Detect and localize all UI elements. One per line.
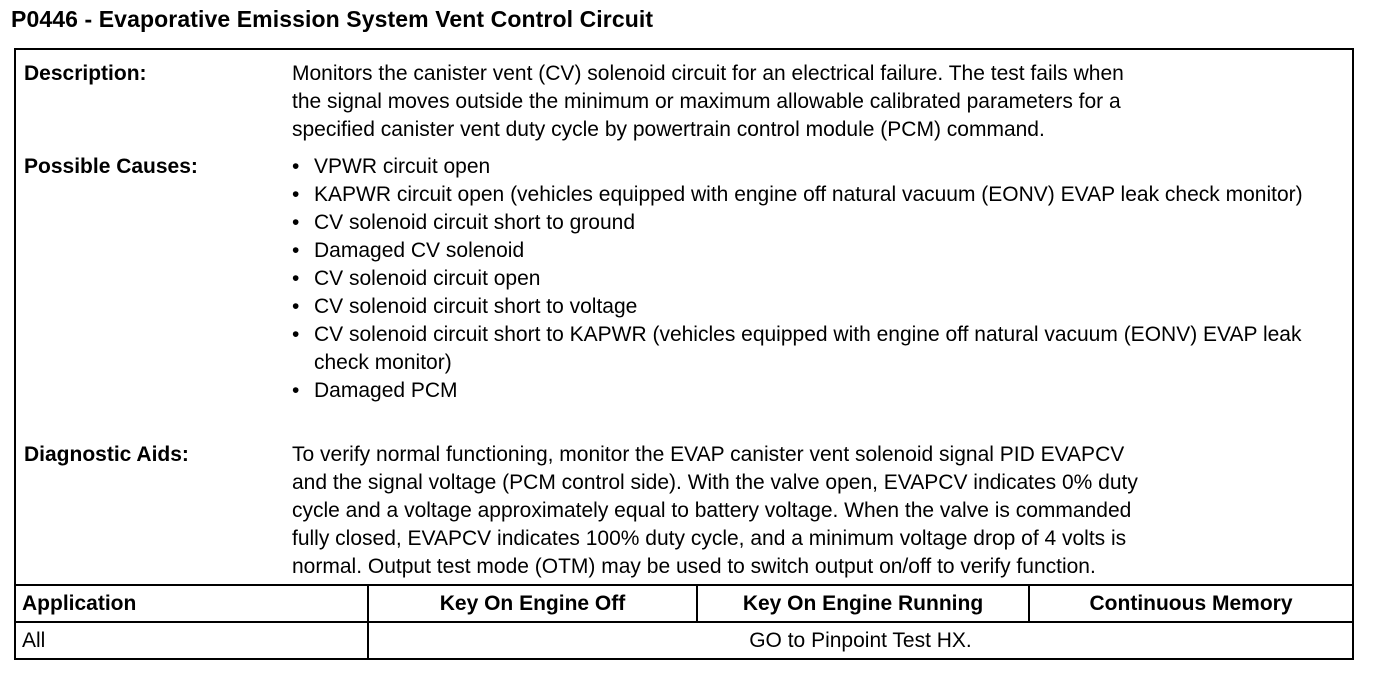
- diagnostic-aids-body: [292, 441, 1352, 581]
- header-key-on-engine-running: Key On Engine Running: [697, 585, 1029, 622]
- cell-action: GO to Pinpoint Test HX.: [368, 622, 1352, 659]
- header-key-on-engine-off: Key On Engine Off: [368, 585, 697, 622]
- diagnostic-aids-label: Diagnostic Aids:: [24, 443, 189, 466]
- cause-text: KAPWR circuit open (vehicles equipped with engine off natural vacuum (EONV) EVAP leak check monitor): [314, 183, 1303, 206]
- bullet-glyph: •: [292, 211, 300, 234]
- cause-text: CV solenoid circuit short to voltage: [314, 295, 638, 318]
- diagnostic-aids-line: cycle and a voltage approximately equal to battery voltage. When the valve is commanded: [292, 499, 1132, 522]
- diagnostic-sheet: [14, 48, 1354, 660]
- possible-causes-list: [292, 153, 1352, 405]
- diagnostic-aids-line: fully closed, EVAPCV indicates 100% duty cycle, and a minimum voltage drop of 4 volts is: [292, 527, 1127, 550]
- list-item: [292, 265, 1352, 293]
- bullet-glyph: •: [292, 267, 300, 290]
- bullet-glyph: •: [292, 295, 300, 318]
- bullet-glyph: •: [292, 379, 300, 402]
- cause-text: VPWR circuit open: [314, 155, 491, 178]
- bullet-glyph: •: [292, 323, 300, 346]
- table-header-row: [16, 585, 1352, 622]
- cause-text: CV solenoid circuit open: [314, 267, 541, 290]
- header-application: Application: [16, 585, 368, 622]
- cause-text: Damaged CV solenoid: [314, 239, 525, 262]
- diagnostic-aids-line: and the signal voltage (PCM control side). With the valve open, EVAPCV indicates 0% duty: [292, 471, 1138, 494]
- description-label: Description:: [24, 62, 147, 85]
- description-line: specified canister vent duty cycle by powertrain control module (PCM) command.: [292, 118, 1045, 141]
- diagnostic-aids-line: To verify normal functioning, monitor the EVAP canister vent solenoid signal PID EVAPCV: [292, 443, 1125, 466]
- table-row: [16, 622, 1352, 659]
- description-line: Monitors the canister vent (CV) solenoid circuit for an electrical failure. The test fails when: [292, 62, 1124, 85]
- list-item: [292, 209, 1352, 237]
- list-item: [292, 377, 1352, 405]
- list-item: [292, 293, 1352, 321]
- cause-text: Damaged PCM: [314, 379, 458, 402]
- list-item: [292, 153, 1352, 181]
- application-table: [16, 584, 1352, 659]
- bullet-glyph: •: [292, 183, 300, 206]
- description-body: [292, 60, 1352, 144]
- cause-text: CV solenoid circuit short to ground: [314, 211, 635, 234]
- description-line: the signal moves outside the minimum or maximum allowable calibrated parameters for a: [292, 90, 1121, 113]
- cause-text: CV solenoid circuit short to KAPWR (vehicles equipped with engine off natural vacuum (EONV) EVAP leak check monitor): [314, 323, 1302, 374]
- possible-causes-label: Possible Causes:: [24, 155, 198, 178]
- list-item: [292, 181, 1354, 209]
- cell-application: All: [16, 622, 368, 659]
- list-item: [292, 237, 1352, 265]
- diagnostic-aids-line: normal. Output test mode (OTM) may be used to switch output on/off to verify function.: [292, 555, 1096, 578]
- header-continuous-memory: Continuous Memory: [1029, 585, 1352, 622]
- list-item: [292, 321, 1314, 377]
- bullet-glyph: •: [292, 239, 300, 262]
- page-title: P0446 - Evaporative Emission System Vent Control Circuit: [11, 6, 654, 32]
- bullet-glyph: •: [292, 155, 300, 178]
